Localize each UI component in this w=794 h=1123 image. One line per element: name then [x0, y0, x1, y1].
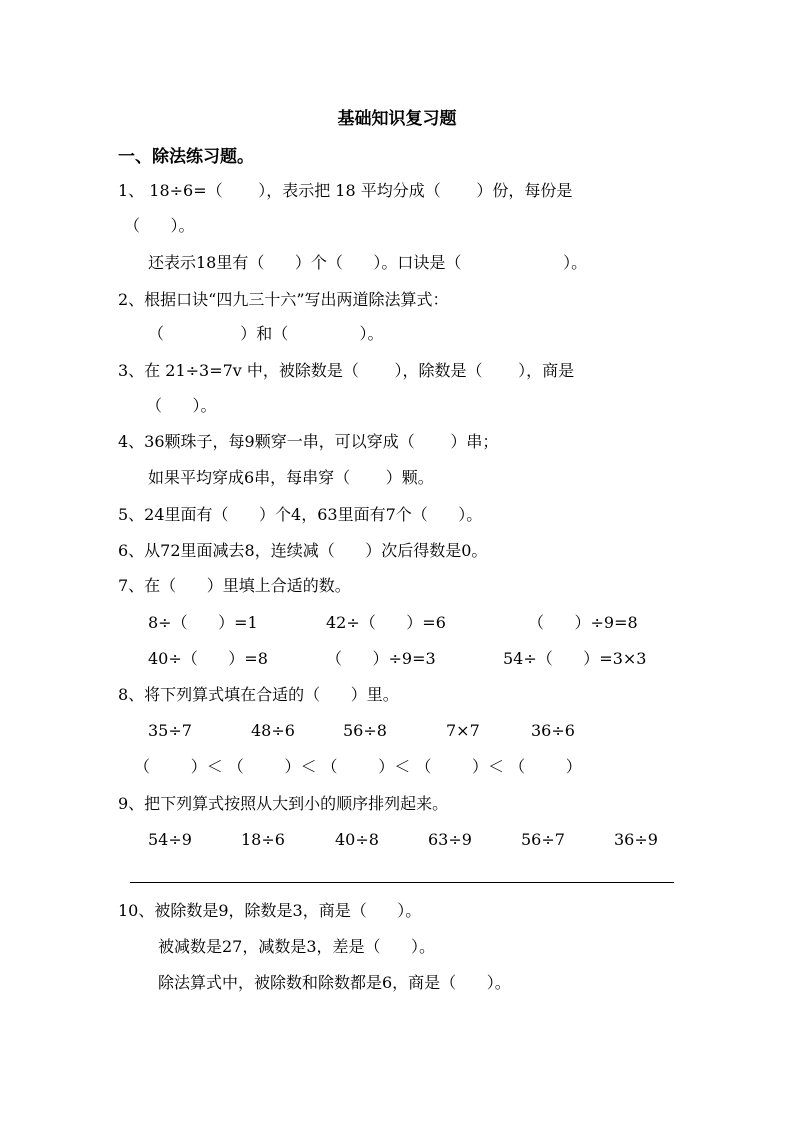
- question-9-expr: 63÷9: [428, 830, 472, 849]
- question-7-item: 54÷（ ）=3×3: [503, 649, 647, 668]
- question-9-expr: 36÷9: [614, 830, 658, 849]
- question-7-item: 40÷（ ）=8: [148, 649, 268, 668]
- question-1-line-1: 1、 18÷6=（ ），表示把 18 平均分成（ ）份，每份是: [118, 181, 573, 200]
- question-4-line-2: 如果平均穿成6串，每串穿（ ）颗。: [148, 468, 434, 487]
- question-10-line-2: 被减数是27，减数是3，差是（ ）。: [158, 937, 436, 956]
- question-8-order-line: （ ）＜ （ ）＜ （ ）＜ （ ）＜ （ ）: [134, 757, 582, 776]
- question-1-line-3: 还表示18里有（ ）个（ ）。口诀是（ ）。: [148, 253, 588, 272]
- question-8-expr: 48÷6: [251, 721, 295, 740]
- question-7-item: 8÷（ ）=1: [148, 613, 258, 632]
- answer-line: [130, 882, 674, 883]
- question-7-item: （ ）÷9=8: [528, 613, 638, 632]
- question-2-line-1: 2、根据口诀“四九三十六”写出两道除法算式：: [118, 290, 449, 309]
- question-8-expr: 35÷7: [148, 721, 192, 740]
- question-8-expr: 36÷6: [531, 721, 575, 740]
- question-10-line-3: 除法算式中，被除数和除数都是6，商是（ ）。: [158, 973, 511, 992]
- question-8-expr: 7×7: [446, 721, 480, 740]
- question-7-line-1: 7、在（ ）里填上合适的数。: [118, 576, 351, 595]
- question-9-line-1: 9、把下列算式按照从大到小的顺序排列起来。: [118, 794, 449, 813]
- question-7-item: 42÷（ ）=6: [326, 613, 446, 632]
- question-6: 6、从72里面减去8，连续减（ ）次后得数是0。: [118, 541, 488, 560]
- question-8-expr: 56÷8: [343, 721, 387, 740]
- question-2-line-2: （ ）和（ ）。: [148, 324, 384, 343]
- question-9-expr: 40÷8: [335, 830, 379, 849]
- question-10-line-1: 10、被除数是9，除数是3，商是（ ）。: [118, 901, 422, 920]
- question-5: 5、24里面有（ ）个4，63里面有7个（ ）。: [118, 505, 483, 524]
- question-8-line-1: 8、将下列算式填在合适的（ ）里。: [118, 685, 399, 704]
- question-3-line-1: 3、在 21÷3=7v 中，被除数是（ ），除数是（ ），商是: [118, 361, 575, 380]
- page-title: 基础知识复习题: [337, 109, 457, 129]
- question-9-expr: 54÷9: [148, 830, 192, 849]
- section-heading: 一、除法练习题。: [118, 147, 254, 167]
- question-3-line-2: （ ）。: [146, 396, 217, 415]
- question-1-line-2: （ ）。: [124, 216, 195, 235]
- question-4-line-1: 4、36颗珠子，每9颗穿一串，可以穿成（ ）串；: [118, 432, 499, 451]
- question-9-expr: 18÷6: [241, 830, 285, 849]
- question-7-item: （ ）÷9=3: [326, 649, 436, 668]
- question-9-expr: 56÷7: [521, 830, 565, 849]
